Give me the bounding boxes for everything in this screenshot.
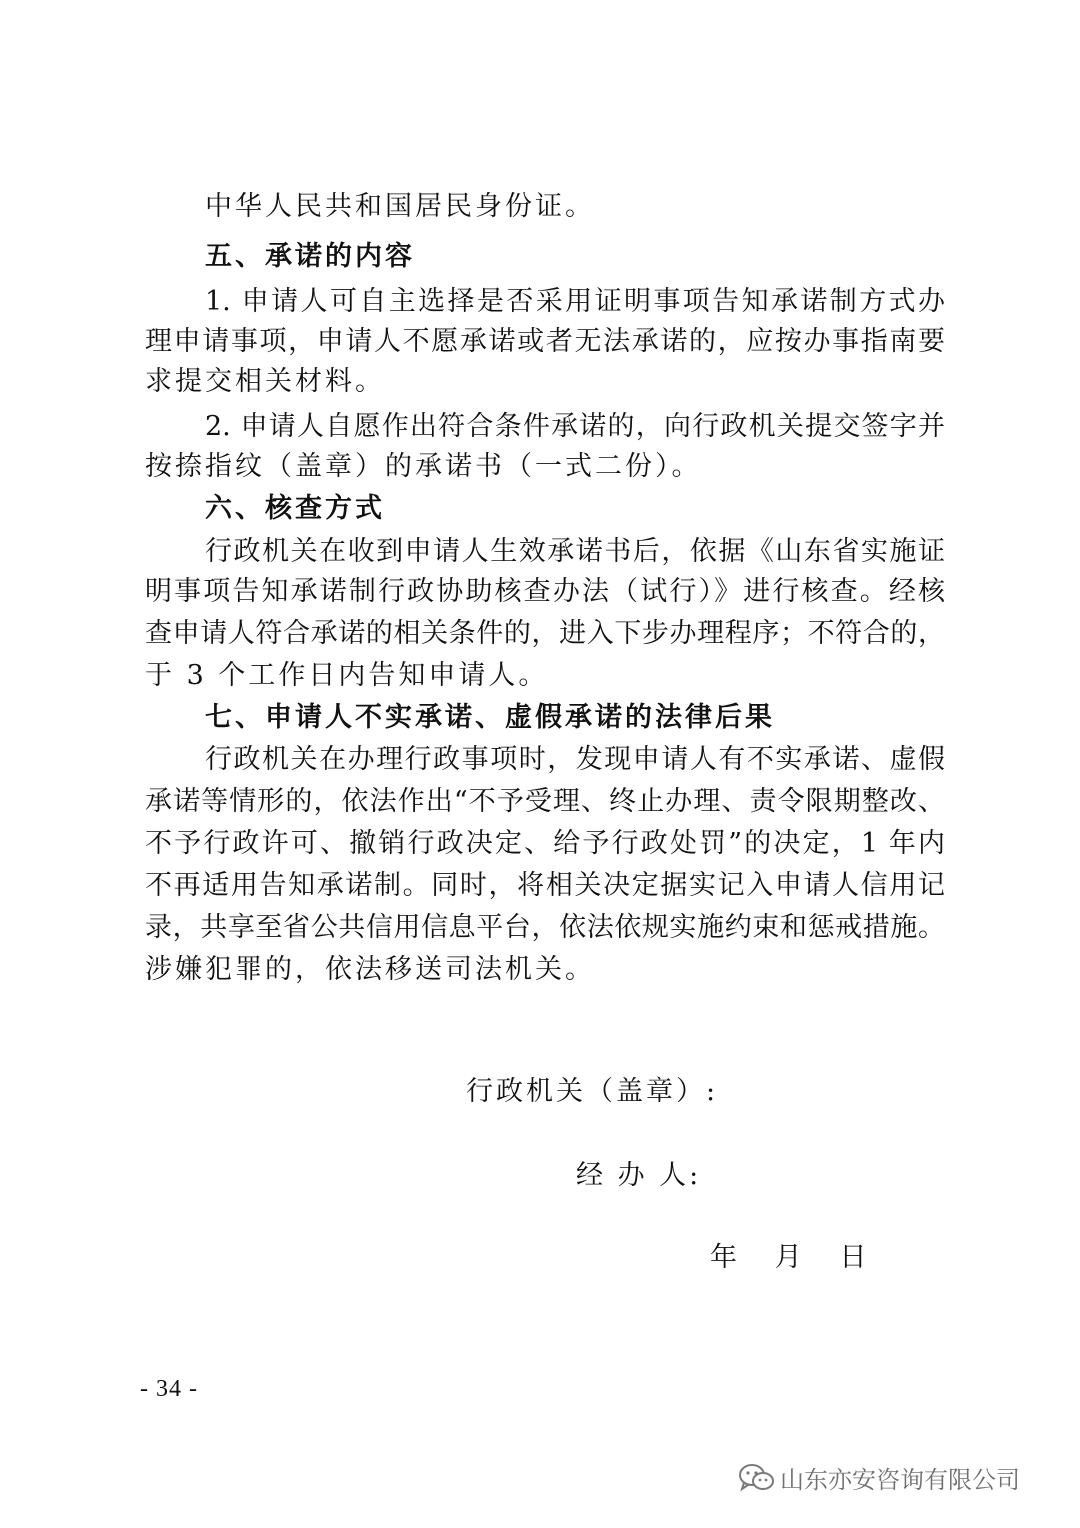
paragraph-line: 中华人民共和国居民身份证。 (205, 191, 595, 222)
paragraph-line: 求提交相关材料。 (145, 366, 385, 397)
page-number: - 34 - (140, 1376, 198, 1402)
paragraph-line: 涉嫌犯罪的，依法移送司法机关。 (145, 954, 595, 985)
paragraph-line: 按捺指纹（盖章）的承诺书（一式二份）。 (145, 451, 702, 482)
watermark (738, 1460, 1020, 1495)
paragraph-line: 1. 申请人可自主选择是否采用证明事项告知承诺制方式办 (205, 286, 945, 317)
paragraph-line: 行政机关在办理行政事项时，发现申请人有不实承诺、虚假 (205, 744, 945, 775)
paragraph-line: 于 3 个工作日内告知申请人。 (145, 660, 549, 691)
signature-handler: 经 办 人: (576, 1160, 702, 1191)
signature-agency: 行政机关（盖章）: (466, 1076, 719, 1107)
section-heading-5: 五、承诺的内容 (205, 241, 415, 272)
section-heading-6: 六、核查方式 (205, 493, 385, 524)
paragraph-line: 承诺等情形的，依法作出“不予受理、终止办理、责令限期整改、 (145, 786, 945, 817)
paragraph-line: 查申请人符合承诺的相关条件的，进入下步办理程序；不符合的， (145, 618, 945, 649)
paragraph-line: 不予行政许可、撤销行政决定、给予行政处罚”的决定，1 年内 (145, 828, 945, 859)
section-heading-7: 七、申请人不实承诺、虚假承诺的法律后果 (205, 702, 775, 733)
paragraph-line: 行政机关在收到申请人生效承诺书后，依据《山东省实施证 (205, 536, 945, 567)
paragraph-line: 录，共享至省公共信用信息平台，依法依规实施约束和惩戒措施。 (145, 912, 945, 943)
paragraph-line: 2. 申请人自愿作出符合条件承诺的，向行政机关提交签字并 (205, 411, 945, 442)
paragraph-line: 明事项告知承诺制行政协助核查办法（试行）》进行核查。经核 (145, 576, 945, 607)
signature-date: 年 月 日 (710, 1242, 870, 1273)
paragraph-line: 理申请事项，申请人不愿承诺或者无法承诺的，应按办事指南要 (145, 326, 945, 357)
watermark-text: 山东亦安咨询有限公司 (780, 1466, 1020, 1494)
paragraph-line: 不再适用告知承诺制。同时，将相关决定据实记入申请人信用记 (145, 870, 945, 901)
wechat-icon (738, 1462, 776, 1494)
